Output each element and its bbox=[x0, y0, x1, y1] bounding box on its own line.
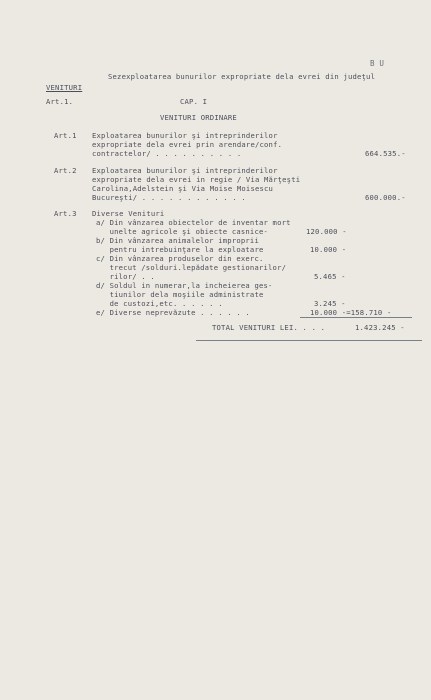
art-label: Art.1. bbox=[46, 97, 74, 106]
subitem-line: b/ Din vânzarea animalelor improprii bbox=[96, 236, 259, 245]
subitem-amount: 10.000 - bbox=[310, 245, 347, 254]
article-line: expropriate dela evrei prin arendare/conf. bbox=[92, 140, 283, 149]
subitem-line: tiunilor dela moşiile administrate bbox=[96, 290, 264, 299]
document-title: Sezexploatarea bunurilor expropriate dela evrei din judeţul bbox=[108, 72, 376, 81]
subitem-line: trecut /solduri.lepădate gestionarilor/ bbox=[96, 263, 287, 272]
article-line: Exploatarea bunurilor şi intreprinderilor bbox=[92, 166, 278, 175]
subitem-line: rilor/ . . bbox=[96, 272, 155, 281]
article-amount: 600.000.- bbox=[365, 193, 406, 202]
subitem-amount: 3.245 - bbox=[314, 299, 346, 308]
article-line: Bucureşti/ . . . . . . . . . . . . bbox=[92, 193, 246, 202]
subitem-line: c/ Din vânzarea produselor din exerc. bbox=[96, 254, 264, 263]
chapter-subtitle: VENITURI ORDINARE bbox=[160, 113, 237, 122]
article-line: contractelor/ . . . . . . . . . . bbox=[92, 149, 242, 158]
article-line: Exploatarea bunurilor şi intreprinderilor bbox=[92, 131, 278, 140]
subitem-amount: 120.000 - bbox=[306, 227, 347, 236]
article-number: Art.3 bbox=[54, 209, 77, 218]
subitem-line: de custozi,etc. . . . . . bbox=[96, 299, 223, 308]
subtotal-rule bbox=[300, 317, 412, 318]
article-number: Art.1 bbox=[54, 131, 77, 140]
total-rule bbox=[196, 340, 422, 341]
subitem-line: a/ Din vânzarea obiectelor de inventar mort bbox=[96, 218, 291, 227]
article-line: Diverse Venituri bbox=[92, 209, 165, 218]
total-label: TOTAL VENITURI LEI. . . . bbox=[212, 323, 326, 332]
subitem-line: unelte agricole şi obiecte casnice- bbox=[96, 227, 269, 236]
subitem-amount: 10.000 -=158.710 - bbox=[310, 308, 392, 317]
total-amount: 1.423.245 - bbox=[355, 323, 405, 332]
article-line: Carolina,Adelstein şi Via Moise Moisescu bbox=[92, 184, 274, 193]
corner-mark: B U bbox=[370, 59, 385, 68]
subitem-line: d/ Soldul in numerar,la incheierea ges- bbox=[96, 281, 273, 290]
subitem-line: e/ Diverse neprevăzute . . . . . . bbox=[96, 308, 250, 317]
subitem-line: pentru intrebuinţare la exploatare bbox=[96, 245, 264, 254]
subitem-amount: 5.465 - bbox=[314, 272, 346, 281]
article-line: expropriate dela evrei in regie / Via Mărţeşti bbox=[92, 175, 301, 184]
article-number: Art.2 bbox=[54, 166, 77, 175]
chapter-heading: CAP. I bbox=[180, 97, 208, 106]
section-heading: VENITURI bbox=[46, 83, 83, 92]
article-amount: 664.535.- bbox=[365, 149, 406, 158]
